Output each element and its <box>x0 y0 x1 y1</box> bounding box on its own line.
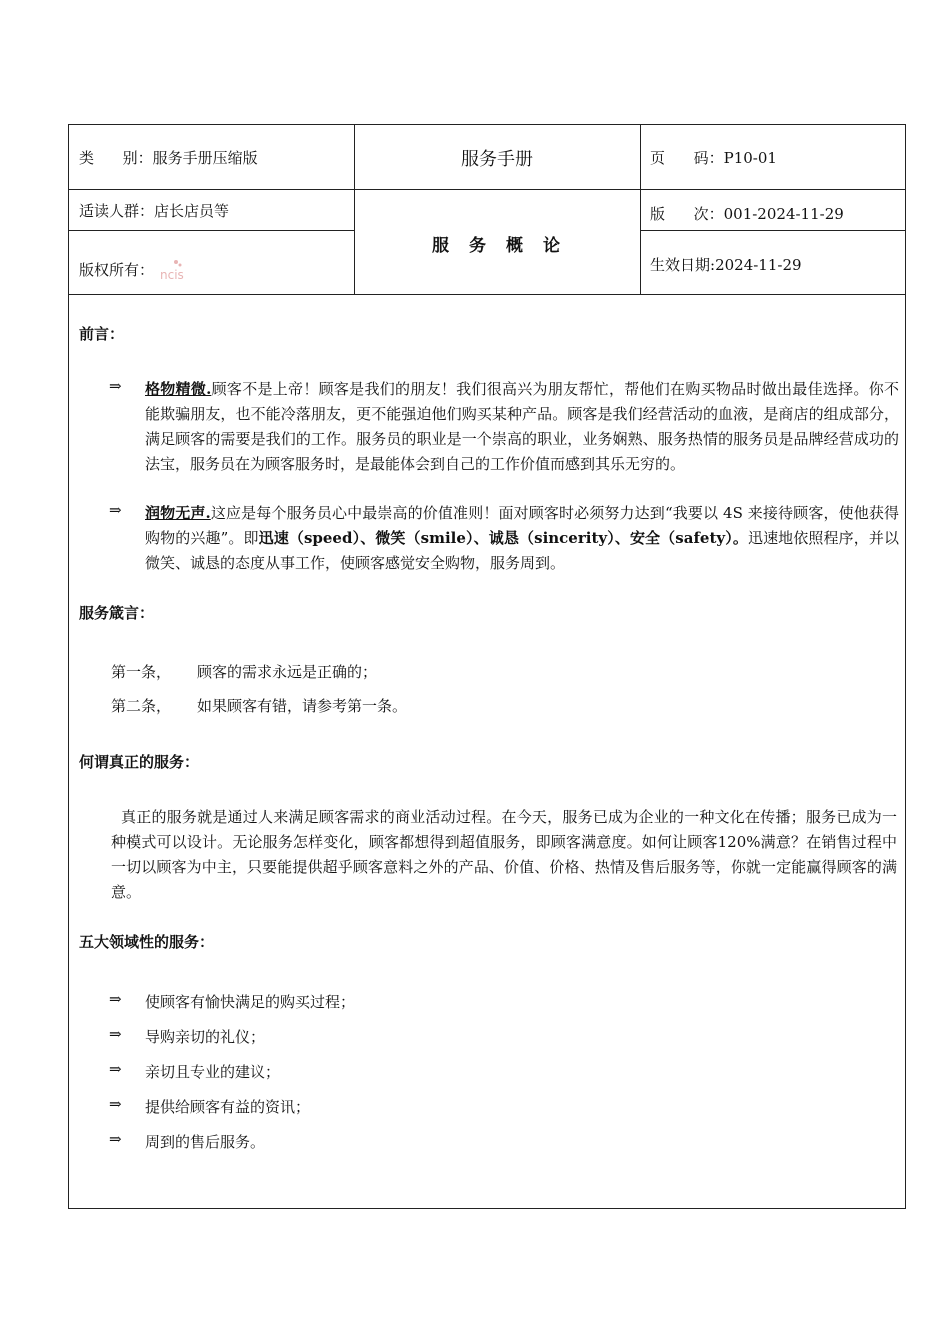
list-item-text: 提供给顾客有益的资讯； <box>145 1098 311 1116</box>
list-item-text: 周到的售后服务。 <box>145 1133 266 1151</box>
category-label: 类 别： <box>79 149 153 167</box>
category-value: 服务手册压缩版 <box>152 149 258 167</box>
arrow-icon: ⇒ <box>109 1060 122 1078</box>
header-divider <box>69 230 354 231</box>
arrow-icon: ⇒ <box>109 377 122 395</box>
arrow-icon: ⇒ <box>109 990 122 1008</box>
readers-cell <box>79 200 229 221</box>
five-areas-heading: 五大领域性的服务： <box>79 933 215 951</box>
preface-text <box>145 501 899 576</box>
preface-4s: 迅速（speed）、微笑（smile）、诚恳（sincerity）、安全（safety）。 <box>258 529 748 547</box>
edition-value: 001-2024-11-29 <box>723 205 844 223</box>
preface-lead: 格物精微. <box>145 380 212 398</box>
page-label: 页 码： <box>650 149 724 167</box>
header-divider <box>69 294 905 295</box>
readers-label: 适读人群： <box>79 202 155 220</box>
readers-value: 店长店员等 <box>154 202 230 220</box>
preface-body-end: 迅速地依照程序，并以微笑、诚恳的态度从事工作，使顾客感觉安全购物，服务周到。 <box>145 529 900 572</box>
list-item <box>109 377 899 502</box>
effective-value: 2024-11-29 <box>715 256 802 274</box>
preface-lead: 润物无声. <box>145 504 211 522</box>
list-item <box>109 501 899 576</box>
company-logo <box>159 257 193 285</box>
logo-text: ncis <box>159 268 184 282</box>
rule-number: 第一条， <box>111 663 172 681</box>
list-item-text: 使顾客有愉快满足的购买过程； <box>145 993 356 1011</box>
edition-cell <box>650 203 844 224</box>
true-service-text: 真正的服务就是通过人来满足顾客需求的商业活动过程。在今天，服务已成为企业的一种文化在传播；服务已成为一种模式可以设计。无论服务怎样变化，顾客都想得到超值服务，即顾客满意度。如何让顾客120%满意？在销售过程中一切以顾客为中主，只要能提供超乎顾客意料之外的产品、价值、价格、热情及售后服务等，你就一定能赢得顾客的满意。 <box>111 808 897 901</box>
motto-rule <box>111 661 377 682</box>
copyright-label: 版权所有： <box>79 261 155 279</box>
motto-rule <box>111 695 407 716</box>
preface-text <box>145 377 899 477</box>
logo-mark-icon <box>159 257 193 285</box>
effective-label: 生效日期: <box>650 256 716 274</box>
doc-title: 服务手册 <box>461 149 533 170</box>
arrow-icon: ⇒ <box>109 1025 122 1043</box>
page-value: P10-01 <box>723 149 777 167</box>
page-cell <box>650 147 777 168</box>
header-divider <box>69 189 905 190</box>
category-cell <box>79 147 258 168</box>
header-divider <box>640 125 641 295</box>
effective-cell <box>650 254 802 275</box>
arrow-icon: ⇒ <box>109 1095 122 1113</box>
list-item-text: 导购亲切的礼仪； <box>145 1028 266 1046</box>
list-item-text: 亲切且专业的建议； <box>145 1063 281 1081</box>
motto-heading: 服务箴言： <box>79 604 155 622</box>
rule-text: 如果顾客有错，请参考第一条。 <box>197 697 408 715</box>
rule-number: 第二条， <box>111 697 172 715</box>
true-service-heading: 何谓真正的服务： <box>79 753 200 771</box>
edition-label: 版 次： <box>650 205 724 223</box>
copyright-cell <box>79 257 193 285</box>
preface-body: 顾客不是上帝！顾客是我们的朋友！我们很高兴为朋友帮忙，帮他们在购买物品时做出最佳选择。你不能欺骗朋友，也不能冷落朋友，更不能强迫他们购买某种产品。顾客是我们经营活动的血液，是商店的组成部分，满足顾客的需要是我们的工作。服务员的职业是一个崇高的职业，业务娴熟、服务热情的服务员是品牌经营成功的法宝，服务员在为顾客服务时，是最能体会到自己的工作价值而感到其乐无穷的。 <box>145 380 899 473</box>
arrow-icon: ⇒ <box>109 501 122 519</box>
preface-body: 这应是每个服务员心中最崇高的价值准则！面对顾客时必须努力达到“我要以 4S 来接待顾客，使他获得购物的兴趣”。即 <box>145 504 899 547</box>
arrow-icon: ⇒ <box>109 1130 122 1148</box>
header-table <box>69 125 905 295</box>
rule-text: 顾客的需求永远是正确的； <box>197 663 378 681</box>
preface-heading: 前言： <box>79 325 125 343</box>
header-divider <box>640 230 905 231</box>
subtitle: 服务概论 <box>432 236 580 256</box>
document-frame <box>68 124 906 1209</box>
